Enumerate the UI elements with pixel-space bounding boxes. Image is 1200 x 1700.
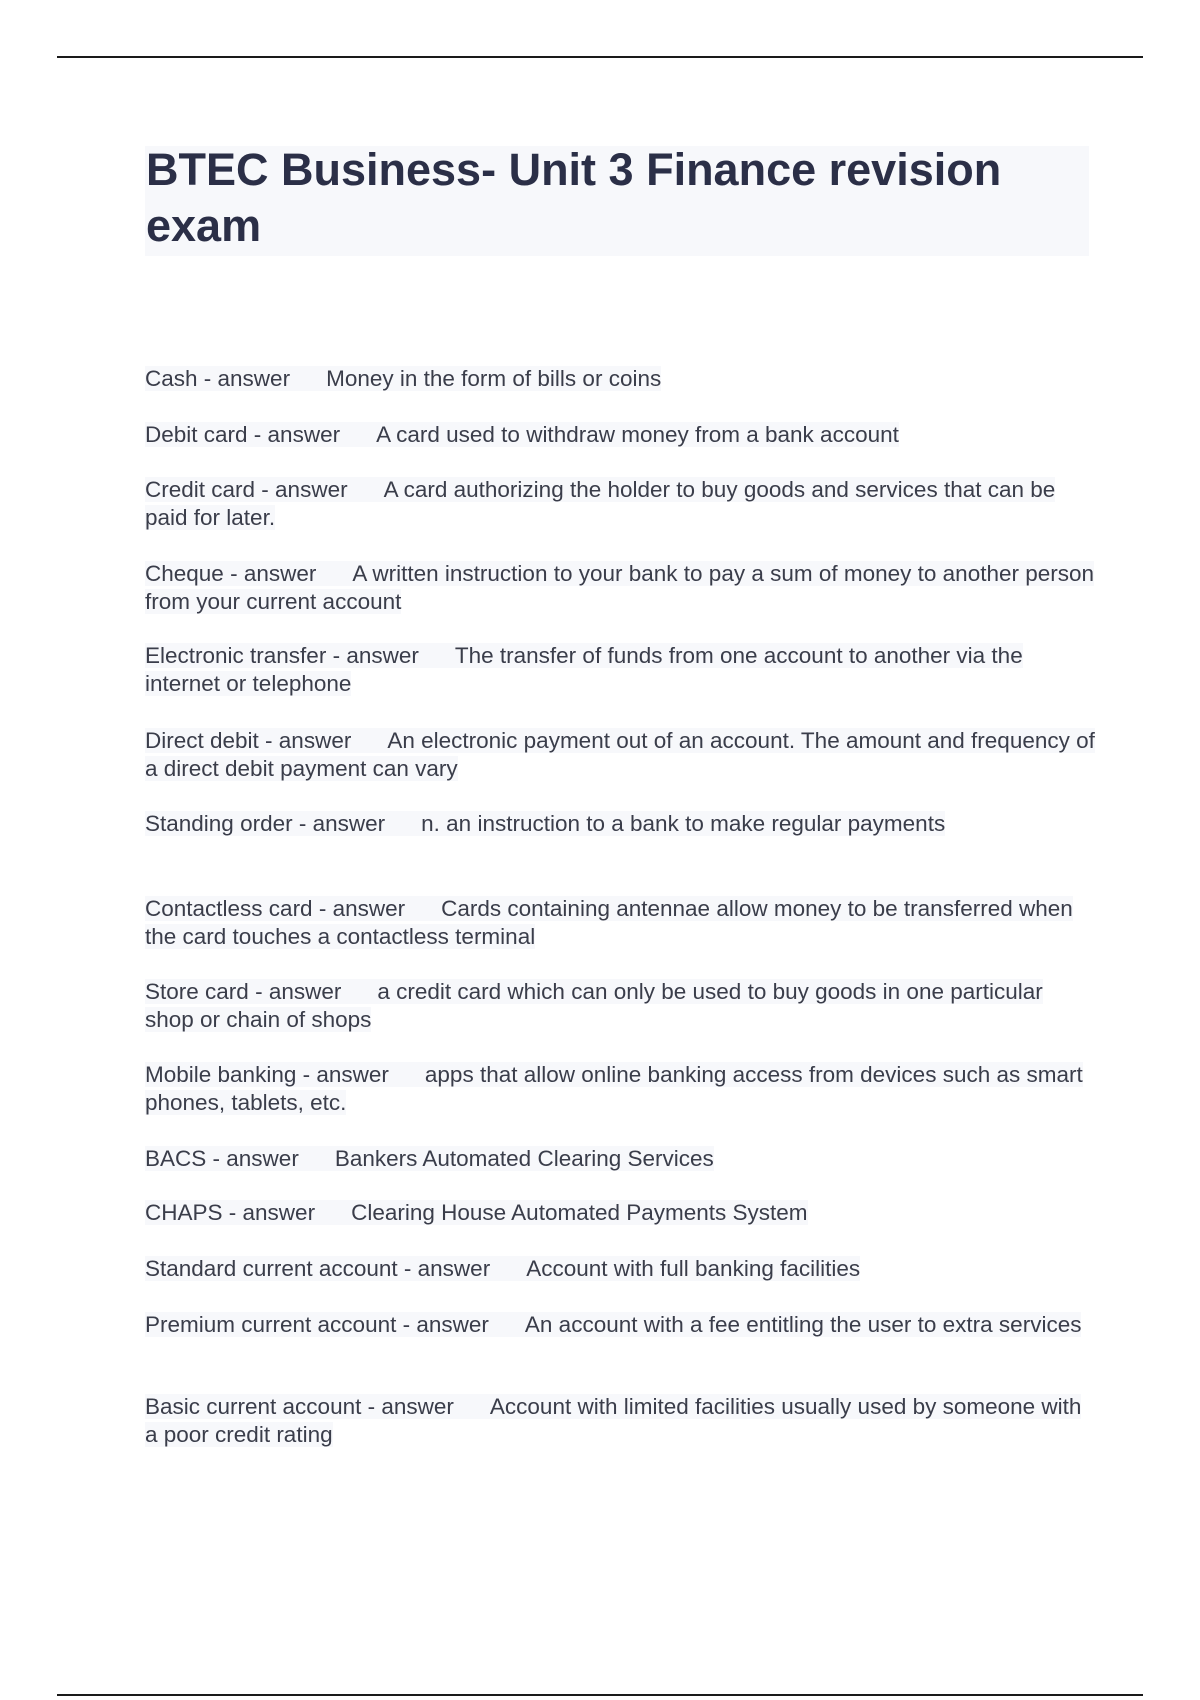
definition: A written instruction to your bank to pay a sum of money to another person from your current account — [145, 561, 1095, 614]
separator: - — [312, 896, 333, 921]
qa-text — [145, 561, 1094, 614]
answer-label: answer — [332, 896, 406, 921]
separator: - — [326, 643, 347, 668]
qa-item-1 — [145, 365, 1095, 393]
bottom-rule — [57, 1694, 1143, 1696]
qa-text — [145, 896, 1073, 949]
answer-label: answer — [416, 1312, 489, 1337]
term: Standard current account — [145, 1256, 398, 1281]
qa-text — [145, 979, 1043, 1032]
definition: The transfer of funds from one account to another via the internet or telephone — [145, 643, 1023, 696]
qa-item-12 — [145, 1199, 1095, 1227]
definition: Cards containing antennae allow money to be transferred when the card touches a contactless terminal — [145, 896, 1073, 949]
qa-item-14 — [145, 1311, 1095, 1339]
term: Direct debit — [145, 728, 259, 753]
qa-text — [145, 1312, 1081, 1337]
qa-item-10 — [145, 1061, 1095, 1117]
answer-label: answer — [278, 728, 352, 753]
definition: A card authorizing the holder to buy goods and services that can be paid for later. — [145, 477, 1056, 530]
qa-text — [145, 422, 899, 447]
answer-label: answer — [267, 422, 341, 447]
separator: - — [292, 811, 313, 836]
qa-text — [145, 366, 661, 391]
term: Cheque — [145, 561, 224, 586]
separator: - — [247, 422, 268, 447]
term: CHAPS — [145, 1200, 223, 1225]
page-title: BTEC Business- Unit 3 Finance revision exam — [146, 144, 1002, 251]
qa-text — [145, 477, 1055, 530]
qa-text — [145, 1062, 1083, 1115]
definition: Money in the form of bills or coins — [326, 366, 662, 391]
separator: - — [361, 1394, 382, 1419]
top-rule — [57, 56, 1143, 58]
term: BACS — [145, 1146, 207, 1171]
separator: - — [296, 1062, 317, 1087]
definition: Account with limited facilities usually used by someone with a poor credit rating — [145, 1394, 1082, 1447]
qa-item-15 — [145, 1393, 1095, 1449]
separator: - — [248, 979, 269, 1004]
term: Credit card — [145, 477, 256, 502]
term: Store card — [145, 979, 249, 1004]
term: Basic current account — [145, 1394, 362, 1419]
qa-item-7 — [145, 810, 1095, 838]
definition: An account with a fee entitling the user to extra services — [524, 1312, 1082, 1337]
answer-label: answer — [217, 366, 291, 391]
qa-item-6 — [145, 727, 1095, 783]
answer-label: answer — [242, 1200, 316, 1225]
qa-item-4 — [145, 560, 1095, 616]
separator: - — [223, 561, 244, 586]
separator: - — [206, 1146, 227, 1171]
term: Contactless card — [145, 896, 313, 921]
answer-label: answer — [346, 643, 419, 668]
answer-label: answer — [417, 1256, 491, 1281]
answer-label: answer — [243, 561, 317, 586]
answer-label: answer — [312, 811, 386, 836]
separator: - — [255, 477, 276, 502]
answer-label: answer — [275, 477, 348, 502]
qa-text — [145, 728, 1095, 781]
definition: apps that allow online banking access from devices such as smart phones, tablets, etc. — [145, 1062, 1083, 1115]
definition: n. an instruction to a bank to make regular payments — [421, 811, 946, 836]
term: Debit card — [145, 422, 248, 447]
separator: - — [397, 1256, 418, 1281]
separator: - — [258, 728, 279, 753]
definition: Bankers Automated Clearing Services — [334, 1146, 714, 1171]
term: Mobile banking — [145, 1062, 297, 1087]
qa-text — [145, 643, 1023, 696]
qa-text — [145, 1256, 860, 1281]
qa-item-8 — [145, 895, 1095, 951]
separator: - — [222, 1200, 243, 1225]
definition: a credit card which can only be used to buy goods in one particular shop or chain of shops — [145, 979, 1043, 1032]
qa-text — [145, 1200, 808, 1225]
qa-text — [145, 1394, 1081, 1447]
definition: Clearing House Automated Payments System — [351, 1200, 808, 1225]
definition: A card used to withdraw money from a bank account — [376, 422, 899, 447]
term: Cash — [145, 366, 198, 391]
term: Electronic transfer — [145, 643, 327, 668]
term: Standing order — [145, 811, 293, 836]
separator: - — [396, 1312, 417, 1337]
answer-label: answer — [268, 979, 342, 1004]
qa-text — [145, 1146, 714, 1171]
qa-item-9 — [145, 978, 1095, 1034]
definition: An electronic payment out of an account. The amount and frequency of a direct debit payment can vary — [145, 728, 1095, 781]
term: Premium current account — [145, 1312, 397, 1337]
qa-item-5 — [145, 642, 1095, 698]
qa-item-3 — [145, 476, 1095, 532]
answer-label: answer — [316, 1062, 389, 1087]
answer-label: answer — [381, 1394, 454, 1419]
answer-label: answer — [226, 1146, 299, 1171]
qa-item-2 — [145, 421, 1095, 449]
separator: - — [197, 366, 218, 391]
qa-text — [145, 811, 945, 836]
qa-item-13 — [145, 1255, 1095, 1283]
qa-item-11 — [145, 1145, 1095, 1173]
definition: Account with full banking facilities — [526, 1256, 861, 1281]
